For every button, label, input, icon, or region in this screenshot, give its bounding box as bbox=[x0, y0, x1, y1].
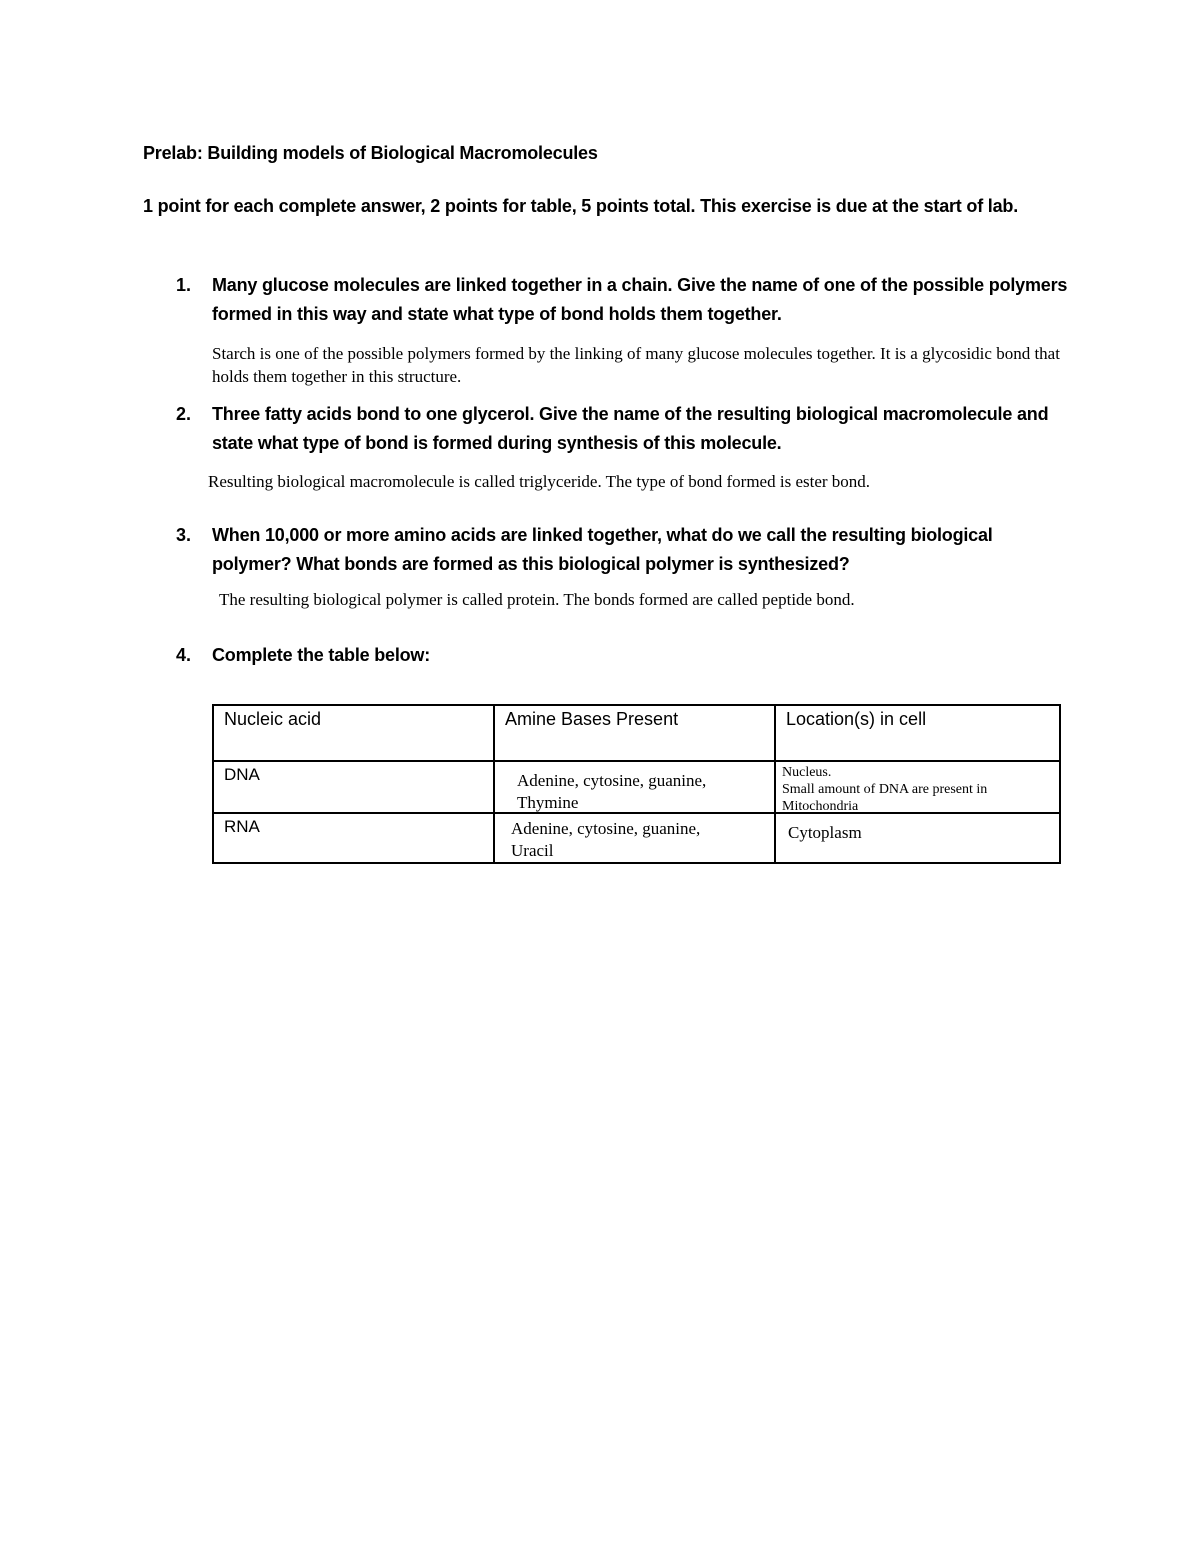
page-title: Prelab: Building models of Biological Macromolecules bbox=[143, 143, 598, 163]
cell-location-line1: Nucleus. bbox=[782, 765, 832, 780]
header-location: Location(s) in cell bbox=[775, 705, 1060, 761]
table-row bbox=[213, 813, 1060, 863]
question-4-text: Complete the table below: bbox=[212, 645, 431, 665]
header-amine-bases: Amine Bases Present bbox=[494, 705, 775, 761]
cell-location bbox=[775, 813, 1060, 863]
table-header-row bbox=[213, 705, 1060, 761]
answer-1: Starch is one of the possible polymers formed by the linking of many glucose molecules together. It is a glycosidic bond that holds them together in this structure. bbox=[212, 344, 1060, 386]
table-row bbox=[213, 761, 1060, 813]
cell-location-line3: Mitochondria bbox=[782, 799, 859, 812]
cell-bases-line1: Adenine, cytosine, guanine, bbox=[517, 771, 707, 790]
cell-location-line1: Cytoplasm bbox=[788, 823, 862, 842]
cell-bases bbox=[494, 813, 775, 863]
cell-bases bbox=[494, 761, 775, 813]
cell-location bbox=[775, 761, 1060, 813]
instructions: 1 point for each complete answer, 2 points for table, 5 points total. This exercise is due at the start of lab. bbox=[143, 196, 1019, 216]
question-1-number: 1. bbox=[176, 275, 192, 295]
cell-bases-line2: Uracil bbox=[511, 841, 554, 860]
answer-3: The resulting biological polymer is called protein. The bonds formed are called peptide bond. bbox=[219, 590, 855, 609]
question-3-text: When 10,000 or more amino acids are linked together, what do we call the resulting biological polymer? What bonds are formed as this biological polymer is synthesized? bbox=[212, 525, 993, 574]
cell-bases-line2: Thymine bbox=[517, 793, 579, 812]
question-4-number: 4. bbox=[176, 645, 192, 665]
question-2-text: Three fatty acids bond to one glycerol. Give the name of the resulting biological macromolecule and state what type of bond is formed during synthesis of this molecule. bbox=[212, 404, 1049, 453]
question-1-text: Many glucose molecules are linked together in a chain. Give the name of one of the possible polymers formed in this way and state what type of bond holds them together. bbox=[212, 275, 1068, 324]
cell-acid-text: RNA bbox=[224, 817, 260, 836]
cell-acid bbox=[213, 761, 494, 813]
nucleic-acid-table bbox=[212, 704, 1061, 864]
answer-2: Resulting biological macromolecule is called triglyceride. The type of bond formed is ester bond. bbox=[208, 472, 871, 491]
header-nucleic-acid: Nucleic acid bbox=[213, 705, 494, 761]
cell-acid-text: DNA bbox=[224, 765, 260, 784]
cell-location-line2: Small amount of DNA are present in bbox=[782, 782, 988, 797]
cell-acid bbox=[213, 813, 494, 863]
question-3-number: 3. bbox=[176, 525, 192, 545]
cell-bases-line1: Adenine, cytosine, guanine, bbox=[511, 819, 701, 838]
question-2-number: 2. bbox=[176, 404, 192, 424]
